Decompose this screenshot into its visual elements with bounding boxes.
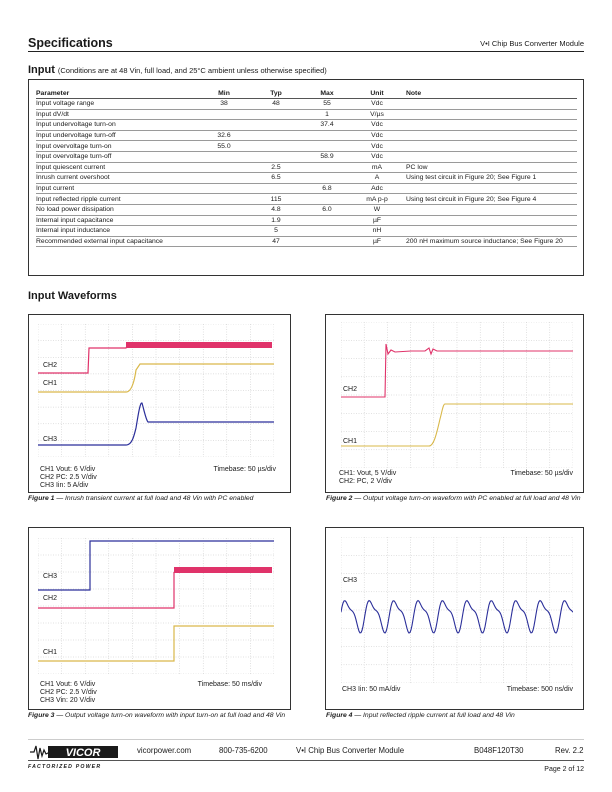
ch1-trace <box>341 404 573 446</box>
cell-min <box>198 120 250 131</box>
cell-typ <box>250 120 302 131</box>
setting-line: CH2: PC, 2 V/div <box>339 478 392 485</box>
figure-1-scope <box>28 314 291 493</box>
table-row <box>36 204 577 215</box>
figure-2-scope <box>325 314 584 493</box>
cell-parameter: Internal input inductance <box>36 226 198 237</box>
table-row <box>36 215 577 226</box>
cell-min <box>198 151 250 162</box>
figure-3-scope <box>28 527 291 710</box>
ch3-trace <box>38 541 274 590</box>
cell-unit: µF <box>352 236 402 247</box>
cell-unit: Vdc <box>352 141 402 152</box>
cell-typ: 4.8 <box>250 204 302 215</box>
ch3-label: CH3 <box>43 573 58 580</box>
cell-max <box>302 194 352 205</box>
cell-parameter: Internal input capacitance <box>36 215 198 226</box>
cell-min <box>198 226 250 237</box>
cell-min <box>198 109 250 120</box>
cell-min <box>198 194 250 205</box>
cell-parameter: Input current <box>36 183 198 194</box>
setting-line: CH2 PC: 2.5 V/div <box>40 689 97 696</box>
col-header-parameter: Parameter <box>36 89 198 99</box>
caption-label: Figure 4 <box>326 712 353 719</box>
ch1-label: CH1 <box>343 438 358 445</box>
setting-line: CH3 Iin: 5 A/div <box>40 482 89 489</box>
caption-label: Figure 3 <box>28 712 55 719</box>
ch3-ripple-trace <box>341 601 573 633</box>
cell-max: 37.4 <box>302 120 352 131</box>
cell-unit: V/µs <box>352 109 402 120</box>
cell-unit: W <box>352 204 402 215</box>
cell-unit: Vdc <box>352 130 402 141</box>
setting-line: CH3 Vin: 20 V/div <box>40 697 96 704</box>
cell-typ <box>250 151 302 162</box>
cell-min <box>198 173 250 184</box>
figure-2-caption <box>326 495 584 503</box>
figure-2-traces <box>341 322 573 468</box>
scope-settings <box>339 470 396 486</box>
cell-typ: 115 <box>250 194 302 205</box>
ch2-trace-noise-band <box>126 342 272 348</box>
footer-part-number: B048F120T30 <box>474 746 524 755</box>
cell-parameter: Recommended external input capacitance <box>36 236 198 247</box>
waveforms-heading: Input Waveforms <box>28 290 117 302</box>
col-header-unit: Unit <box>352 89 402 99</box>
cell-unit: Vdc <box>352 120 402 131</box>
input-heading-text: Input <box>28 64 55 76</box>
table-row <box>36 226 577 237</box>
input-spec-table <box>36 89 577 247</box>
caption-text: — Inrush transient current at full load and 48 Vin with PC enabled <box>54 495 254 502</box>
figure-4-scope <box>325 527 584 710</box>
cell-max: 1 <box>302 109 352 120</box>
header-rule <box>28 51 584 52</box>
ch2-trace-noise-band <box>174 567 272 573</box>
cell-parameter: Input undervoltage turn-on <box>36 120 198 131</box>
caption-text: — Output voltage turn-on waveform with PC enabled at full load and 48 Vin <box>352 495 581 502</box>
logo-wave-icon <box>30 746 50 759</box>
cell-note <box>402 151 577 162</box>
cell-note <box>402 183 577 194</box>
table-row <box>36 130 577 141</box>
table-row <box>36 120 577 131</box>
product-name: V•I Chip Bus Converter Module <box>480 39 584 48</box>
cell-parameter: Input overvoltage turn-on <box>36 141 198 152</box>
cell-typ: 1.9 <box>250 215 302 226</box>
cell-max <box>302 130 352 141</box>
cell-note <box>402 130 577 141</box>
cell-unit: A <box>352 173 402 184</box>
table-row <box>36 173 577 184</box>
footer-phone: 800-735-6200 <box>219 746 268 755</box>
cell-typ <box>250 130 302 141</box>
cell-unit: mA p-p <box>352 194 402 205</box>
page-number: Page 2 of 12 <box>544 766 584 773</box>
caption-text: — Input reflected ripple current at full load and 48 Vin <box>352 712 515 719</box>
ch3-trace <box>38 403 274 445</box>
input-section-heading <box>28 64 327 76</box>
cell-parameter: Input quiescent current <box>36 162 198 173</box>
table-row <box>36 151 577 162</box>
timebase-label: Timebase: 50 µs/div <box>510 470 573 477</box>
figure-1-traces <box>38 324 274 457</box>
cell-typ: 47 <box>250 236 302 247</box>
footer-top-rule <box>28 739 584 740</box>
cell-note <box>402 109 577 120</box>
ch2-label: CH2 <box>343 386 358 393</box>
cell-typ: 2.5 <box>250 162 302 173</box>
cell-typ <box>250 183 302 194</box>
table-row <box>36 99 577 110</box>
cell-typ <box>250 109 302 120</box>
cell-max: 58.9 <box>302 151 352 162</box>
cell-parameter: Input reflected ripple current <box>36 194 198 205</box>
table-row <box>36 141 577 152</box>
footer-revision: Rev. 2.2 <box>555 746 584 755</box>
ch1-trace <box>38 364 274 392</box>
cell-parameter: Inrush current overshoot <box>36 173 198 184</box>
input-conditions: (Conditions are at 48 Vin, full load, and 25°C ambient unless otherwise specified) <box>57 66 327 75</box>
cell-unit: mA <box>352 162 402 173</box>
page-title: Specifications <box>28 36 113 50</box>
ch1-trace <box>38 626 274 661</box>
table-row <box>36 109 577 120</box>
setting-line: CH3 Iin: 50 mA/div <box>342 686 401 693</box>
scope-settings <box>40 681 97 705</box>
col-header-max: Max <box>302 89 352 99</box>
cell-note: Using test circuit in Figure 20; See Figure 4 <box>402 194 577 205</box>
cell-unit: Adc <box>352 183 402 194</box>
cell-max <box>302 173 352 184</box>
ch2-label: CH2 <box>43 595 58 602</box>
cell-min: 38 <box>198 99 250 110</box>
cell-note <box>402 215 577 226</box>
scope-settings <box>342 686 400 694</box>
figure-4-traces <box>341 537 573 683</box>
setting-line: CH2 PC: 2.5 V/div <box>40 474 97 481</box>
col-header-typ: Typ <box>250 89 302 99</box>
timebase-label: Timebase: 50 µs/div <box>213 466 276 473</box>
spec-table-body <box>36 99 577 247</box>
col-header-note: Note <box>402 89 577 99</box>
cell-unit: nH <box>352 226 402 237</box>
table-row <box>36 183 577 194</box>
ch1-label: CH1 <box>43 649 58 656</box>
ch3-label: CH3 <box>43 436 58 443</box>
footer-product: V•I Chip Bus Converter Module <box>296 746 405 755</box>
caption-label: Figure 2 <box>326 495 353 502</box>
figure-3-traces <box>38 538 274 674</box>
cell-min: 32.6 <box>198 130 250 141</box>
ch1-label: CH1 <box>43 380 58 387</box>
figure-3-caption <box>28 712 290 720</box>
timebase-label: Timebase: 50 ms/div <box>197 681 262 688</box>
logo-wordmark: VICOR <box>65 747 101 759</box>
cell-unit: Vdc <box>352 99 402 110</box>
scope-settings <box>40 466 97 490</box>
cell-min <box>198 162 250 173</box>
cell-max <box>302 162 352 173</box>
cell-note <box>402 120 577 131</box>
cell-max <box>302 215 352 226</box>
logo-tagline: FACTORIZED POWER <box>28 764 102 770</box>
cell-unit: Vdc <box>352 151 402 162</box>
cell-note <box>402 99 577 110</box>
table-row <box>36 236 577 247</box>
cell-unit: µF <box>352 215 402 226</box>
cell-note <box>402 226 577 237</box>
cell-typ: 48 <box>250 99 302 110</box>
cell-parameter: Input overvoltage turn-off <box>36 151 198 162</box>
cell-note <box>402 204 577 215</box>
cell-min: 55.0 <box>198 141 250 152</box>
cell-parameter: Input undervoltage turn-off <box>36 130 198 141</box>
cell-typ <box>250 141 302 152</box>
figure-4-caption <box>326 712 584 720</box>
ch3-label: CH3 <box>343 577 358 584</box>
cell-max: 55 <box>302 99 352 110</box>
cell-max <box>302 141 352 152</box>
cell-note: 200 nH maximum source inductance; See Figure 20 <box>402 236 577 247</box>
timebase-label: Timebase: 500 ns/div <box>506 686 573 693</box>
cell-max: 6.0 <box>302 204 352 215</box>
cell-parameter: Input dV/dt <box>36 109 198 120</box>
cell-parameter: No load power dissipation <box>36 204 198 215</box>
cell-max <box>302 226 352 237</box>
caption-label: Figure 1 <box>28 495 55 502</box>
footer-website[interactable]: vicorpower.com <box>137 746 192 755</box>
cell-max <box>302 236 352 247</box>
table-row <box>36 194 577 205</box>
footer-rule <box>28 760 584 761</box>
cell-min <box>198 183 250 194</box>
cell-min <box>198 204 250 215</box>
cell-typ: 5 <box>250 226 302 237</box>
ch2-label: CH2 <box>43 362 58 369</box>
ch2-trace <box>341 344 573 397</box>
setting-line: CH1 Vout: 6 V/div <box>40 681 96 688</box>
caption-text: — Output voltage turn-on waveform with input turn-on at full load and 48 Vin <box>54 712 286 719</box>
col-header-min: Min <box>198 89 250 99</box>
cell-note: PC low <box>402 162 577 173</box>
cell-note <box>402 141 577 152</box>
figure-1-caption <box>28 495 290 503</box>
input-spec-box <box>28 79 584 276</box>
cell-max: 6.8 <box>302 183 352 194</box>
cell-parameter: Input voltage range <box>36 99 198 110</box>
cell-min <box>198 236 250 247</box>
setting-line: CH1: Vout, 5 V/div <box>339 470 397 477</box>
table-row <box>36 162 577 173</box>
table-header-row <box>36 89 577 99</box>
cell-typ: 6.5 <box>250 173 302 184</box>
setting-line: CH1 Vout: 6 V/div <box>40 466 96 473</box>
cell-min <box>198 215 250 226</box>
cell-note: Using test circuit in Figure 20; See Figure 1 <box>402 173 577 184</box>
